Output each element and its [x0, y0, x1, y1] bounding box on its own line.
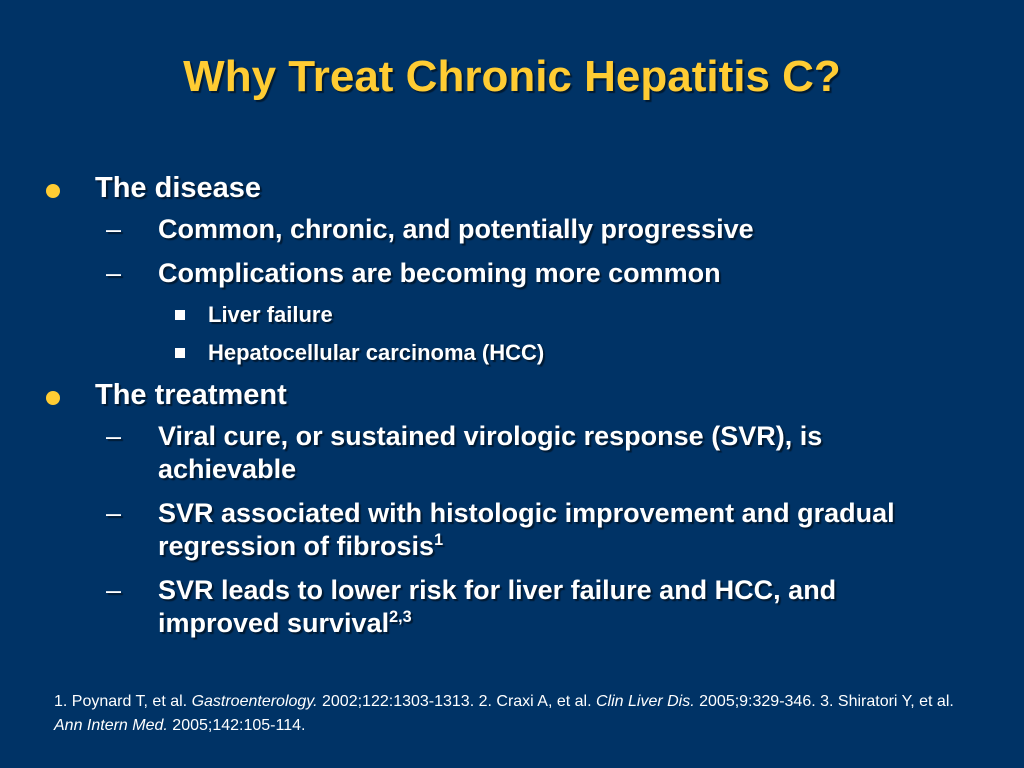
bullet-label: The disease — [95, 172, 262, 204]
dash-icon: – — [106, 421, 122, 451]
square-bullet-icon — [175, 348, 185, 358]
sub-bullet-text: Viral cure, or sustained virologic response (SVR), is achievable — [158, 421, 823, 484]
round-bullet-icon — [46, 184, 60, 198]
slide-title: Why Treat Chronic Hepatitis C? — [183, 52, 841, 101]
sub-bullet-common-chronic — [0, 213, 1024, 246]
reference-1-journal: Gastroenterology. — [191, 693, 318, 710]
bullet-label: The treatment — [95, 379, 287, 411]
bullet-the-treatment — [0, 377, 1024, 413]
reference-1-authors: 1. Poynard T, et al. — [54, 693, 192, 710]
sub-bullet-svr-histologic — [0, 497, 1024, 563]
references-footnote — [54, 690, 974, 738]
sub-bullet-complications — [0, 257, 1024, 290]
reference-1-citation: 2002;122:1303-1313. — [317, 693, 479, 710]
dash-icon: – — [106, 214, 122, 244]
reference-2-authors: 2. Craxi A, et al. — [478, 693, 596, 710]
sub-bullet-text: SVR associated with histologic improvement and gradual regression of fibrosis — [158, 498, 895, 561]
sub-sub-bullet-text: Hepatocellular carcinoma (HCC) — [208, 340, 545, 365]
sub-bullet-text: SVR leads to lower risk for liver failure and HCC, and improved survival — [158, 575, 837, 638]
reference-2-citation: 2005;9:329-346. — [694, 693, 821, 710]
reference-3-journal: Ann Intern Med. — [54, 717, 168, 734]
dash-icon: – — [106, 575, 122, 605]
sub-bullet-svr-risk — [0, 574, 1024, 640]
reference-2-journal: Clin Liver Dis. — [595, 693, 695, 710]
reference-superscript: 2,3 — [389, 608, 412, 626]
round-bullet-icon — [46, 391, 60, 405]
reference-3-authors: 3. Shiratori Y, et al. — [820, 693, 954, 710]
sub-sub-bullet-hcc — [0, 339, 1024, 367]
reference-superscript: 1 — [434, 531, 444, 549]
dash-icon: – — [106, 258, 122, 288]
square-bullet-icon — [175, 310, 185, 320]
reference-3-citation: 2005;142:105-114. — [167, 717, 306, 734]
sub-bullet-viral-cure — [0, 420, 1024, 486]
dash-icon: – — [106, 498, 122, 528]
sub-bullet-text: Complications are becoming more common — [158, 258, 721, 288]
bullet-the-disease — [0, 170, 1024, 206]
sub-sub-bullet-text: Liver failure — [208, 302, 333, 327]
slide-content — [0, 170, 1024, 651]
sub-sub-bullet-liver-failure — [0, 301, 1024, 329]
sub-bullet-text: Common, chronic, and potentially progressive — [158, 214, 754, 244]
